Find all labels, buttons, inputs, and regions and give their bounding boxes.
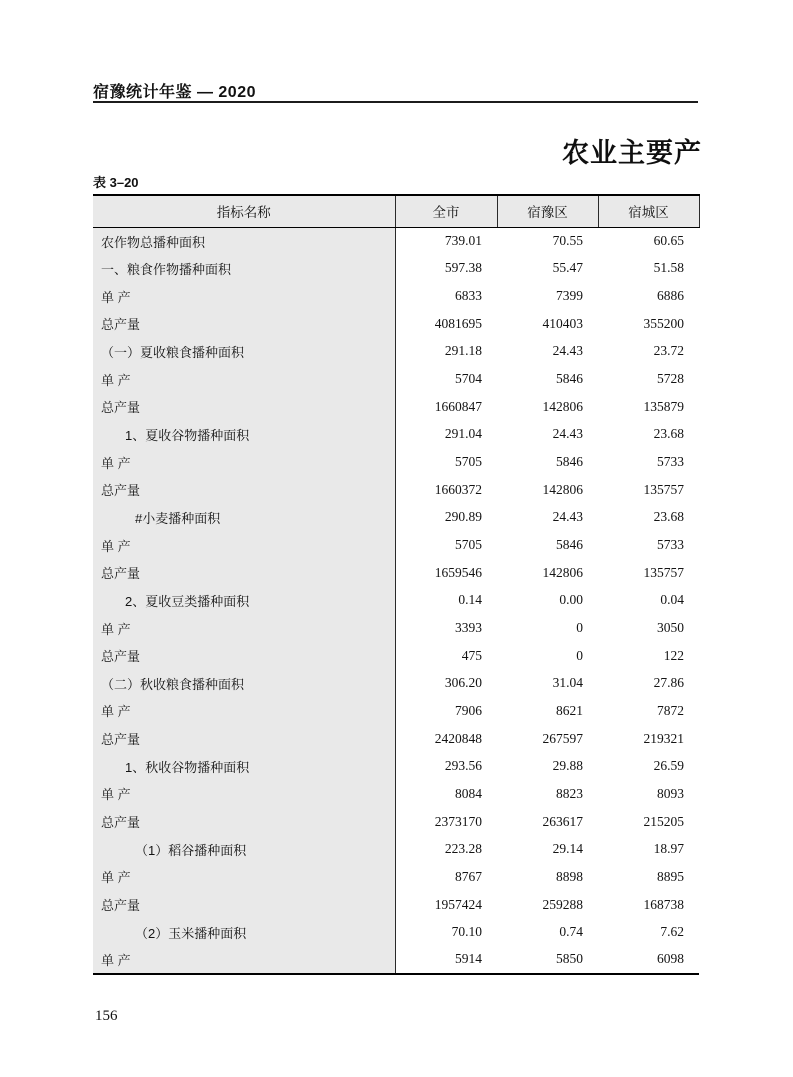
row-value: 0.00 xyxy=(497,587,598,615)
table-row xyxy=(93,255,699,283)
column-header-suyu: 宿豫区 xyxy=(497,195,598,227)
table-row xyxy=(93,531,699,559)
table-row xyxy=(93,476,699,504)
row-value: 6098 xyxy=(598,946,699,974)
row-value: 31.04 xyxy=(497,670,598,698)
table-row xyxy=(93,808,699,836)
row-value: 5728 xyxy=(598,365,699,393)
table-body xyxy=(93,227,699,974)
row-label: 单 产 xyxy=(93,365,395,393)
table-row xyxy=(93,835,699,863)
row-label: 单 产 xyxy=(93,863,395,891)
row-value: 2373170 xyxy=(395,808,497,836)
statistics-table xyxy=(93,194,700,975)
row-value: 5733 xyxy=(598,448,699,476)
row-value: 0.14 xyxy=(395,587,497,615)
row-value: 60.65 xyxy=(598,227,699,255)
row-label: 单 产 xyxy=(93,531,395,559)
row-value: 23.72 xyxy=(598,338,699,366)
column-header-indicator: 指标名称 xyxy=(93,195,395,227)
table-row xyxy=(93,891,699,919)
row-value: 8621 xyxy=(497,697,598,725)
section-title: 农业主要产 xyxy=(562,138,702,168)
table-header-row xyxy=(93,195,699,227)
row-value: 6886 xyxy=(598,282,699,310)
row-value: 2420848 xyxy=(395,725,497,753)
row-value: 1660847 xyxy=(395,393,497,421)
row-value: 4081695 xyxy=(395,310,497,338)
row-value: 290.89 xyxy=(395,504,497,532)
row-value: 135757 xyxy=(598,476,699,504)
row-value: 306.20 xyxy=(395,670,497,698)
row-value: 597.38 xyxy=(395,255,497,283)
table-header xyxy=(93,195,699,227)
row-label: 1、秋收谷物播种面积 xyxy=(93,752,395,780)
row-value: 259288 xyxy=(497,891,598,919)
row-value: 142806 xyxy=(497,559,598,587)
table-row xyxy=(93,614,699,642)
row-value: 7399 xyxy=(497,282,598,310)
row-value: 8093 xyxy=(598,780,699,808)
row-label: 总产量 xyxy=(93,310,395,338)
row-value: 51.58 xyxy=(598,255,699,283)
row-value: 55.47 xyxy=(497,255,598,283)
row-value: 24.43 xyxy=(497,338,598,366)
row-label: #小麦播种面积 xyxy=(93,504,395,532)
table-row xyxy=(93,338,699,366)
row-label: 单 产 xyxy=(93,614,395,642)
row-value: 7906 xyxy=(395,697,497,725)
row-value: 142806 xyxy=(497,476,598,504)
row-label: 单 产 xyxy=(93,697,395,725)
table-row xyxy=(93,642,699,670)
row-value: 8898 xyxy=(497,863,598,891)
column-header-sucheng: 宿城区 xyxy=(598,195,699,227)
row-value: 8895 xyxy=(598,863,699,891)
row-label: 1、夏收谷物播种面积 xyxy=(93,421,395,449)
row-label: 一、粮食作物播种面积 xyxy=(93,255,395,283)
row-value: 24.43 xyxy=(497,504,598,532)
row-value: 135879 xyxy=(598,393,699,421)
row-label: 总产量 xyxy=(93,891,395,919)
column-header-city: 全市 xyxy=(395,195,497,227)
row-value: 3050 xyxy=(598,614,699,642)
row-label: 单 产 xyxy=(93,946,395,974)
row-value: 0.04 xyxy=(598,587,699,615)
row-value: 5850 xyxy=(497,946,598,974)
row-value: 5846 xyxy=(497,448,598,476)
table-row xyxy=(93,752,699,780)
row-value: 5914 xyxy=(395,946,497,974)
table-row xyxy=(93,946,699,974)
row-value: 70.10 xyxy=(395,918,497,946)
running-header: 宿豫统计年鉴 — 2020 xyxy=(93,84,256,101)
row-value: 29.14 xyxy=(497,835,598,863)
row-value: 7872 xyxy=(598,697,699,725)
table-row xyxy=(93,393,699,421)
row-value: 475 xyxy=(395,642,497,670)
row-value: 8823 xyxy=(497,780,598,808)
row-value: 355200 xyxy=(598,310,699,338)
row-value: 0 xyxy=(497,614,598,642)
table-row xyxy=(93,282,699,310)
row-value: 24.43 xyxy=(497,421,598,449)
table-row xyxy=(93,780,699,808)
row-label: 农作物总播种面积 xyxy=(93,227,395,255)
row-value: 6833 xyxy=(395,282,497,310)
row-value: 135757 xyxy=(598,559,699,587)
row-value: 291.18 xyxy=(395,338,497,366)
table-row xyxy=(93,725,699,753)
table-row xyxy=(93,227,699,255)
row-value: 5705 xyxy=(395,531,497,559)
row-value: 5846 xyxy=(497,531,598,559)
row-value: 8084 xyxy=(395,780,497,808)
row-label: 总产量 xyxy=(93,808,395,836)
row-value: 223.28 xyxy=(395,835,497,863)
table-row xyxy=(93,863,699,891)
row-value: 5846 xyxy=(497,365,598,393)
row-label: 2、夏收豆类播种面积 xyxy=(93,587,395,615)
row-value: 23.68 xyxy=(598,421,699,449)
row-value: 739.01 xyxy=(395,227,497,255)
row-value: 5705 xyxy=(395,448,497,476)
row-value: 1659546 xyxy=(395,559,497,587)
row-value: 293.56 xyxy=(395,752,497,780)
row-value: 27.86 xyxy=(598,670,699,698)
row-value: 5733 xyxy=(598,531,699,559)
row-value: 0.74 xyxy=(497,918,598,946)
row-value: 410403 xyxy=(497,310,598,338)
row-value: 215205 xyxy=(598,808,699,836)
row-value: 291.04 xyxy=(395,421,497,449)
row-value: 70.55 xyxy=(497,227,598,255)
row-value: 219321 xyxy=(598,725,699,753)
row-label: 总产量 xyxy=(93,559,395,587)
table-row xyxy=(93,670,699,698)
row-label: 单 产 xyxy=(93,780,395,808)
row-value: 26.59 xyxy=(598,752,699,780)
row-value: 142806 xyxy=(497,393,598,421)
row-value: 8767 xyxy=(395,863,497,891)
table-row xyxy=(93,310,699,338)
row-value: 1660372 xyxy=(395,476,497,504)
row-label: 总产量 xyxy=(93,725,395,753)
row-label: 总产量 xyxy=(93,476,395,504)
page-number: 156 xyxy=(95,1008,118,1024)
row-value: 263617 xyxy=(497,808,598,836)
table-row xyxy=(93,448,699,476)
row-value: 122 xyxy=(598,642,699,670)
row-value: 0 xyxy=(497,642,598,670)
table-caption: 表 3–20 xyxy=(93,175,139,190)
row-label: 总产量 xyxy=(93,642,395,670)
row-value: 29.88 xyxy=(497,752,598,780)
row-value: 1957424 xyxy=(395,891,497,919)
row-label: （一）夏收粮食播种面积 xyxy=(93,338,395,366)
row-value: 18.97 xyxy=(598,835,699,863)
table-row xyxy=(93,918,699,946)
table-row xyxy=(93,587,699,615)
row-label: 总产量 xyxy=(93,393,395,421)
row-label: （1）稻谷播种面积 xyxy=(93,835,395,863)
table-row xyxy=(93,421,699,449)
row-value: 168738 xyxy=(598,891,699,919)
row-label: 单 产 xyxy=(93,448,395,476)
header-rule xyxy=(93,101,698,103)
row-value: 7.62 xyxy=(598,918,699,946)
row-value: 5704 xyxy=(395,365,497,393)
table-row xyxy=(93,559,699,587)
row-label: （2）玉米播种面积 xyxy=(93,918,395,946)
row-value: 3393 xyxy=(395,614,497,642)
row-label: 单 产 xyxy=(93,282,395,310)
table-row xyxy=(93,504,699,532)
row-value: 23.68 xyxy=(598,504,699,532)
table-row xyxy=(93,365,699,393)
row-label: （二）秋收粮食播种面积 xyxy=(93,670,395,698)
table-row xyxy=(93,697,699,725)
row-value: 267597 xyxy=(497,725,598,753)
